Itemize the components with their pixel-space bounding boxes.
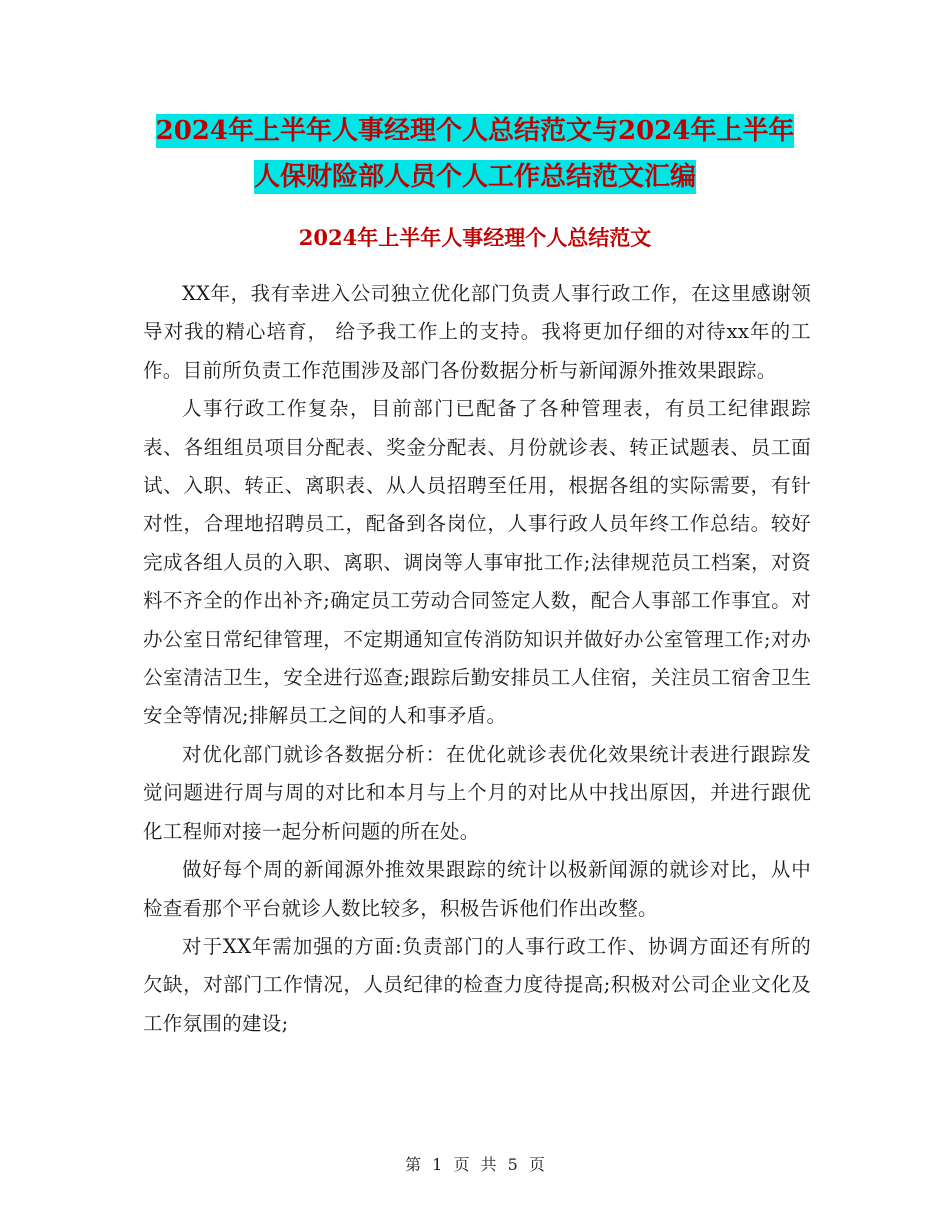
paragraph-3: 对优化部门就诊各数据分析：在优化就诊表优化效果统计表进行跟踪发觉问题进行周与周的对比和本月与上个月的对比从中找出原因，并进行跟优化工程师对接一起分析问题的所在处。 [143, 742, 811, 843]
document-body [143, 275, 811, 1043]
paragraph-2: 人事行政工作复杂，目前部门已配备了各种管理表，有员工纪律跟踪表、各组组员项目分配表、奖金分配表、月份就诊表、转正试题表、员工面试、入职、转正、离职表、从人员招聘至任用，根据各组的实际需要，有针对性，合理地招聘员工，配备到各岗位，人事行政人员年终工作总结。较好完成各组人员的入职、离职、调岗等人事审批工作;法律规范员工档案，对资料不齐全的作出补齐;确定员工劳动合同签定人数，配合人事部工作事宜。对办公室日常纪律管理，不定期通知宣传消防知识并做好办公室管理工作;对办公室清洁卫生，安全进行巡查;跟踪后勤安排员工人住宿，关注员工宿舍卫生安全等情况;排解员工之间的人和事矛盾。 [143, 397, 811, 728]
title-line-2: 人保财险部人员个人工作总结范文汇编 [253, 162, 696, 192]
document-title [0, 108, 950, 200]
section-heading: 2024年上半年人事经理个人总结范文 [298, 225, 652, 250]
paragraph-4: 做好每个周的新闻源外推效果跟踪的统计以极新闻源的就诊对比，从中检查看那个平台就诊人数比较多，积极告诉他们作出改整。 [143, 858, 811, 920]
page-footer: 第 1 页 共 5 页 [405, 1155, 545, 1174]
title-line-1: 2024年上半年人事经理个人总结范文与2024年上半年 [155, 116, 795, 146]
paragraph-1: XX年，我有幸进入公司独立优化部门负责人事行政工作，在这里感谢领导对我的精心培育， 给予我工作上的支持。我将更加仔细的对待xx年的工作。目前所负责工作范围涉及部门各份数据分析与新闻源外推效果跟踪。 [143, 282, 811, 382]
paragraph-5: 对于XX年需加强的方面:负责部门的人事行政工作、协调方面还有所的欠缺，对部门工作情况，人员纪律的检查力度待提高;积极对公司企业文化及工作氛围的建设; [143, 934, 811, 1035]
